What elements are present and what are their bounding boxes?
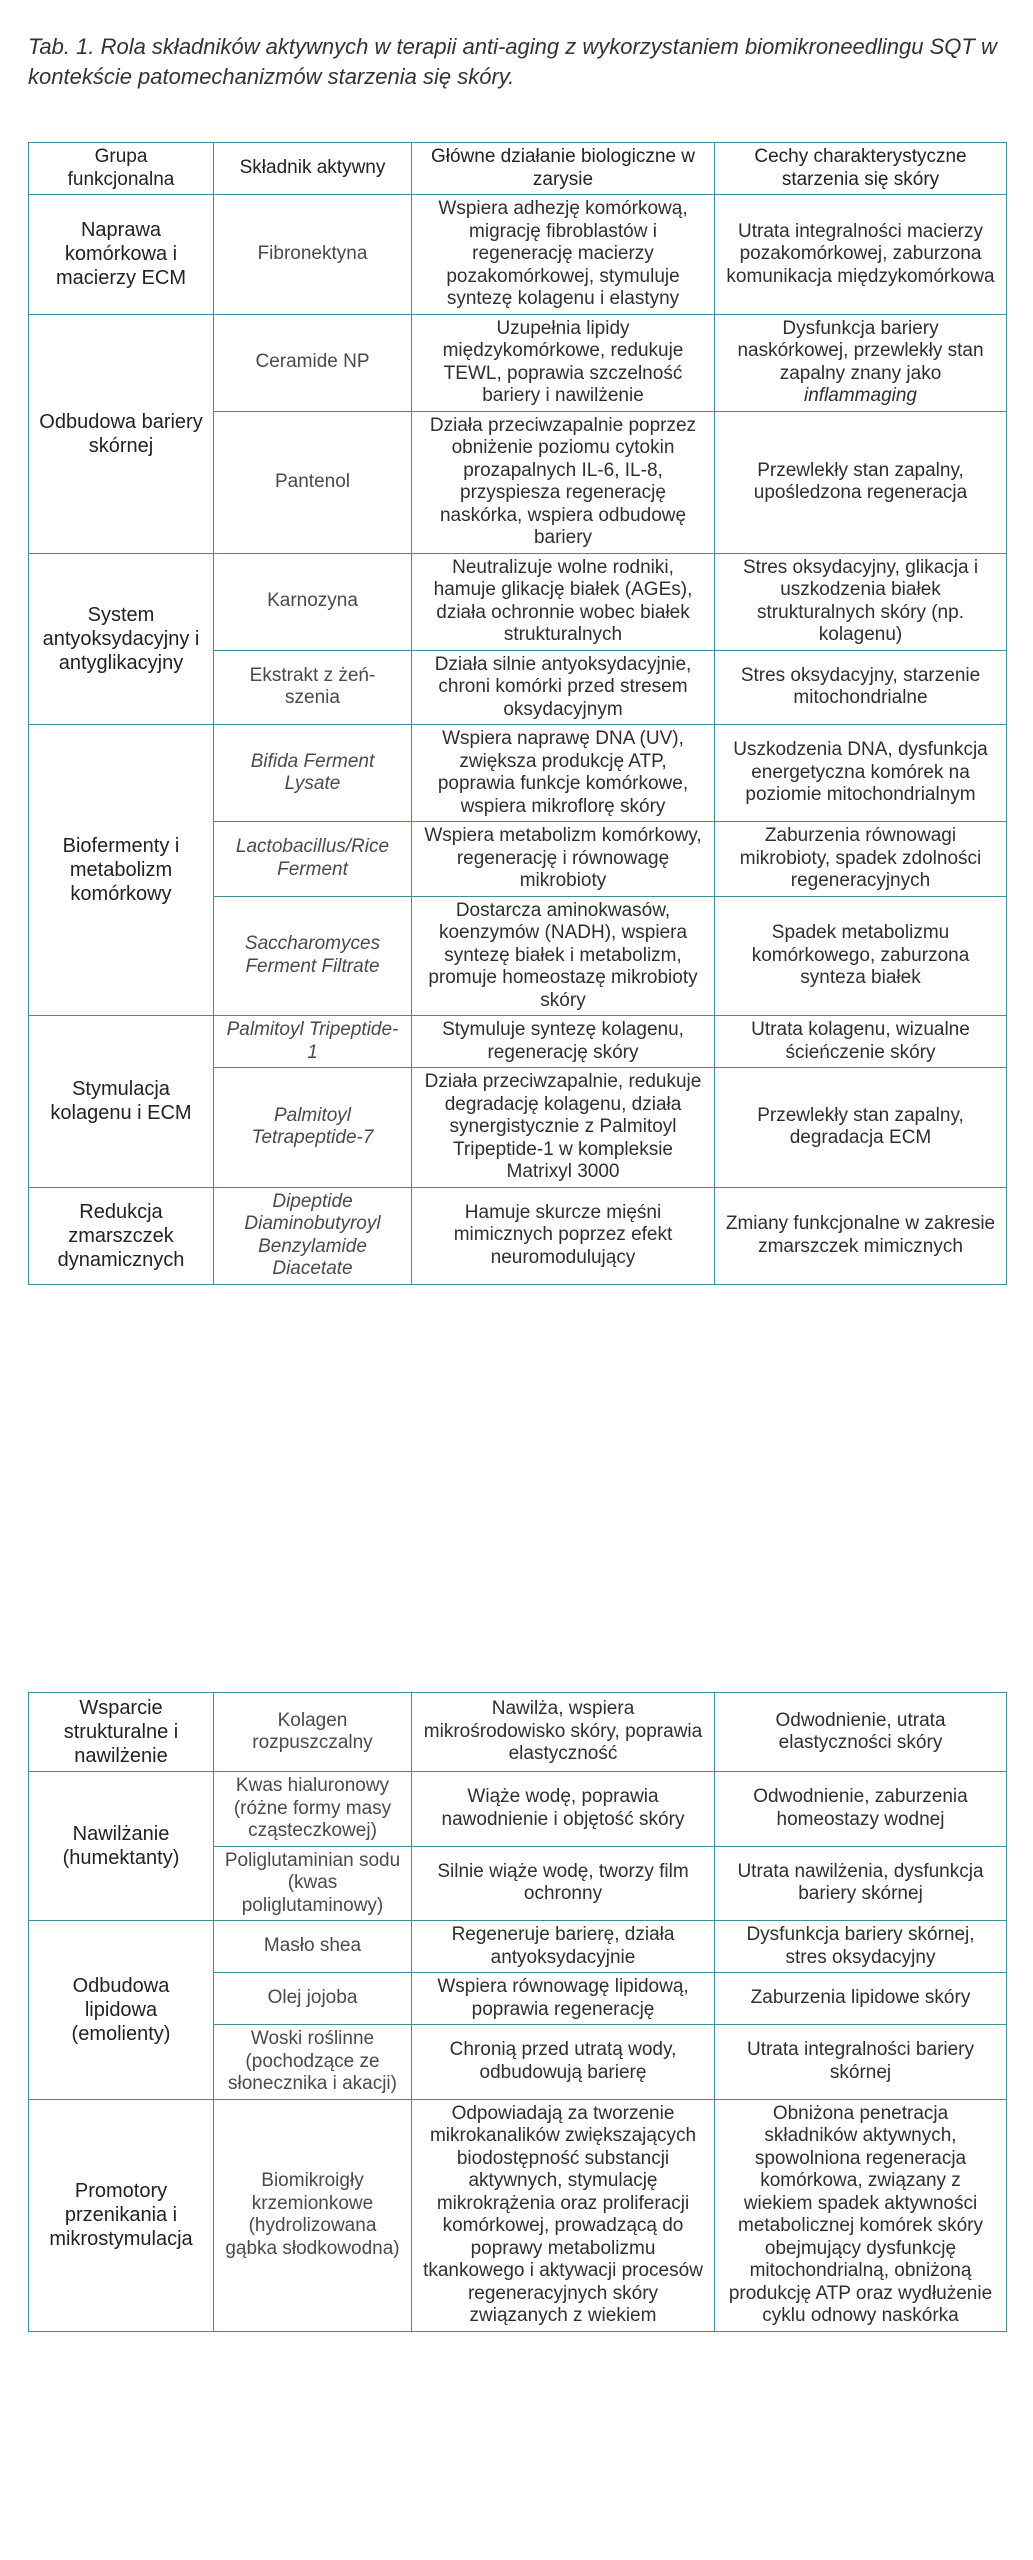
ingredient-cell: Woski roślinne (pochodzące ze słonecznika i akacji) <box>214 2025 412 2100</box>
ingredient-cell: Dipeptide Diaminobutyroyl Benzylamide Diacetate <box>214 1187 412 1284</box>
table-row <box>29 725 1007 822</box>
action-cell: Działa silnie antyoksydacyjnie, chroni komórki przed stresem oksydacyjnym <box>412 650 715 725</box>
aging-text: Zmiany funkcjonalne w zakresie zmarszczek mimicznych <box>725 1213 996 1257</box>
action-cell: Wiąże wodę, poprawia nawodnienie i objętość skóry <box>412 1772 715 1847</box>
aging-cell <box>715 2099 1007 2331</box>
group-name-cell: Nawilżanie (humektanty) <box>29 1772 214 1921</box>
aging-cell <box>715 1973 1007 2025</box>
table-row <box>29 1187 1007 1284</box>
table-row <box>29 2099 1007 2331</box>
action-cell: Wspiera metabolizm komórkowy, regenerację i równowagę mikrobioty <box>412 822 715 897</box>
table-row <box>29 314 1007 411</box>
ingredient-cell: Karnozyna <box>214 553 412 650</box>
table-row <box>29 1693 1007 1772</box>
aging-italic-term: inflammaging <box>804 385 917 406</box>
ingredient-cell: Ceramide NP <box>214 314 412 411</box>
action-cell: Wspiera równowagę lipidową, poprawia regenerację <box>412 1973 715 2025</box>
ingredient-cell: Bifida Ferment Lysate <box>214 725 412 822</box>
aging-text: Utrata nawilżenia, dysfunkcja bariery skórnej <box>737 1860 984 1905</box>
aging-text: Dysfunkcja bariery skórnej, stres oksydacyjny <box>746 1924 975 1968</box>
aging-text: Utrata kolagenu, wizualne ścieńczenie skóry <box>751 1019 970 1063</box>
ingredient-cell: Ekstrakt z żeń-szenia <box>214 650 412 725</box>
table-part-2 <box>28 1692 1007 2332</box>
aging-text: Przewlekły stan zapalny, upośledzona regeneracja <box>753 459 968 503</box>
column-header: Główne działanie biologiczne w zarysie <box>412 143 715 195</box>
table-part-1 <box>28 142 1007 1285</box>
aging-cell <box>715 1068 1007 1188</box>
ingredient-cell: Olej jojoba <box>214 1973 412 2025</box>
aging-cell <box>715 411 1007 553</box>
action-cell: Silnie wiąże wodę, tworzy film ochronny <box>412 1846 715 1921</box>
aging-cell <box>715 2025 1007 2100</box>
ingredient-cell: Palmitoyl Tripeptide-1 <box>214 1016 412 1068</box>
ingredient-cell: Kolagen rozpuszczalny <box>214 1693 412 1772</box>
ingredient-cell: Masło shea <box>214 1921 412 1973</box>
aging-cell <box>715 1187 1007 1284</box>
aging-cell <box>715 1772 1007 1847</box>
table-row <box>29 1772 1007 1847</box>
ingredient-cell: Kwas hialuronowy (różne formy masy cząsteczkowej) <box>214 1772 412 1847</box>
aging-text: Stres oksydacyjny, glikacja i uszkodzenia białek strukturalnych skóry (np. kolagenu) <box>742 556 979 645</box>
aging-text: Stres oksydacyjny, starzenie mitochondrialne <box>740 664 981 709</box>
ingredient-cell: Palmitoyl Tetrapeptide-7 <box>214 1068 412 1188</box>
aging-text: Spadek metabolizmu komórkowego, zaburzona synteza białek <box>751 922 970 988</box>
aging-cell <box>715 725 1007 822</box>
group-name-cell: Wsparcie strukturalne i nawilżenie <box>29 1693 214 1772</box>
aging-text: Zaburzenia równowagi mikrobioty, spadek zdolności regeneracyjnych <box>739 825 982 891</box>
column-header: Grupa funkcjonalna <box>29 143 214 195</box>
aging-text: Uszkodzenia DNA, dysfunkcja energetyczna komórek na poziomie mitochondrialnym <box>733 739 988 806</box>
aging-cell <box>715 822 1007 897</box>
ingredient-cell: Pantenol <box>214 411 412 553</box>
action-cell: Regeneruje barierę, działa antyoksydacyjnie <box>412 1921 715 1973</box>
aging-text: Zaburzenia lipidowe skóry <box>750 1987 971 2009</box>
group-name-cell: Naprawa komórkowa i macierzy ECM <box>29 195 214 315</box>
group-name-cell: Biofermenty i metabolizm komórkowy <box>29 725 214 1016</box>
action-cell: Chronią przed utratą wody, odbudowują barierę <box>412 2025 715 2100</box>
ingredient-cell: Poliglutaminian sodu (kwas poliglutaminowy) <box>214 1846 412 1921</box>
action-cell: Wspiera naprawę DNA (UV), zwiększa produkcję ATP, poprawia funkcje komórkowe, wspiera mikroflorę skóry <box>412 725 715 822</box>
table-row <box>29 195 1007 315</box>
aging-text: Odwodnienie, zaburzenia homeostazy wodnej <box>753 1786 968 1830</box>
aging-text: Dysfunkcja bariery naskórkowej, przewlekły stan zapalny znany jako <box>737 317 984 384</box>
aging-cell <box>715 1921 1007 1973</box>
action-cell: Wspiera adhezję komórkową, migrację fibroblastów i regenerację macierzy pozakomórkowej, stymuluje syntezę kolagenu i elastyny <box>412 195 715 315</box>
aging-cell <box>715 1693 1007 1772</box>
aging-text: Utrata integralności bariery skórnej <box>746 2039 975 2083</box>
action-cell: Neutralizuje wolne rodniki, hamuje glikację białek (AGEs), działa ochronnie wobec białek strukturalnych <box>412 553 715 650</box>
action-cell: Odpowiadają za tworzenie mikrokanalików zwiększających biodostępność substancji aktywnych, stymulację mikrokrążenia oraz proliferacji komórkowej, prowadzącą do poprawy metabolizmu tkankowego i aktywacji procesów regeneracyjnych skóry związanych z wiekiem <box>412 2099 715 2331</box>
ingredient-cell: Biomikroigły krzemionkowe (hydrolizowana gąbka słodkowodna) <box>214 2099 412 2331</box>
column-header: Cechy charakterystyczne starzenia się skóry <box>715 143 1007 195</box>
aging-cell <box>715 314 1007 411</box>
aging-cell <box>715 553 1007 650</box>
action-cell: Działa przeciwzapalnie, redukuje degradację kolagenu, działa synergistycznie z Palmitoyl Tripeptide-1 w kompleksie Matrixyl 3000 <box>412 1068 715 1188</box>
ingredient-cell: Saccharomyces Ferment Filtrate <box>214 896 412 1016</box>
aging-text: Obniżona penetracja składników aktywnych, spowolniona regeneracja komórkowa, związany z wiekiem spadek aktywności metabolicznej komórek skóry obejmujący dysfunkcję mitochondrialną, obniżoną produkcję ATP oraz wydłużenie cyklu odnowy naskórka <box>728 2102 993 2326</box>
action-cell: Dostarcza aminokwasów, koenzymów (NADH), wspiera syntezę białek i metabolizm, promuje homeostazę mikrobioty skóry <box>412 896 715 1016</box>
aging-text: Odwodnienie, utrata elastyczności skóry <box>775 1709 946 1753</box>
aging-text: Utrata integralności macierzy pozakomórkowej, zaburzona komunikacja międzykomórkowa <box>726 220 995 287</box>
header-row <box>29 143 1007 195</box>
ingredient-cell: Lactobacillus/Rice Ferment <box>214 822 412 897</box>
action-cell: Nawilża, wspiera mikrośrodowisko skóry, poprawia elastyczność <box>412 1693 715 1772</box>
table-row <box>29 553 1007 650</box>
table-caption: Tab. 1. Rola składników aktywnych w terapii anti-aging z wykorzystaniem biomikroneedlingu SQT w kontekście patomechanizmów starzenia się skóry. <box>28 34 997 89</box>
group-name-cell: System antyoksydacyjny i antyglikacyjny <box>29 553 214 725</box>
aging-cell <box>715 650 1007 725</box>
aging-cell <box>715 896 1007 1016</box>
column-header: Składnik aktywny <box>214 143 412 195</box>
action-cell: Działa przeciwzapalnie poprzez obniżenie poziomu cytokin prozapalnych IL-6, IL-8, przyspiesza regenerację naskórka, wspiera odbudowę bariery <box>412 411 715 553</box>
action-cell: Stymuluje syntezę kolagenu, regenerację skóry <box>412 1016 715 1068</box>
table-row <box>29 1016 1007 1068</box>
aging-cell <box>715 195 1007 315</box>
aging-text: Przewlekły stan zapalny, degradacja ECM <box>757 1104 964 1149</box>
group-name-cell: Promotory przenikania i mikrostymulacja <box>29 2099 214 2331</box>
group-name-cell: Odbudowa lipidowa (emolienty) <box>29 1921 214 2100</box>
group-name-cell: Redukcja zmarszczek dynamicznych <box>29 1187 214 1284</box>
action-cell: Hamuje skurcze mięśni mimicznych poprzez efekt neuromodulujący <box>412 1187 715 1284</box>
group-name-cell: Odbudowa bariery skórnej <box>29 314 214 553</box>
aging-cell <box>715 1846 1007 1921</box>
table-row <box>29 1921 1007 1973</box>
aging-cell <box>715 1016 1007 1068</box>
action-cell: Uzupełnia lipidy międzykomórkowe, redukuje TEWL, poprawia szczelność bariery i nawilżenie <box>412 314 715 411</box>
ingredient-cell: Fibronektyna <box>214 195 412 315</box>
group-name-cell: Stymulacja kolagenu i ECM <box>29 1016 214 1188</box>
